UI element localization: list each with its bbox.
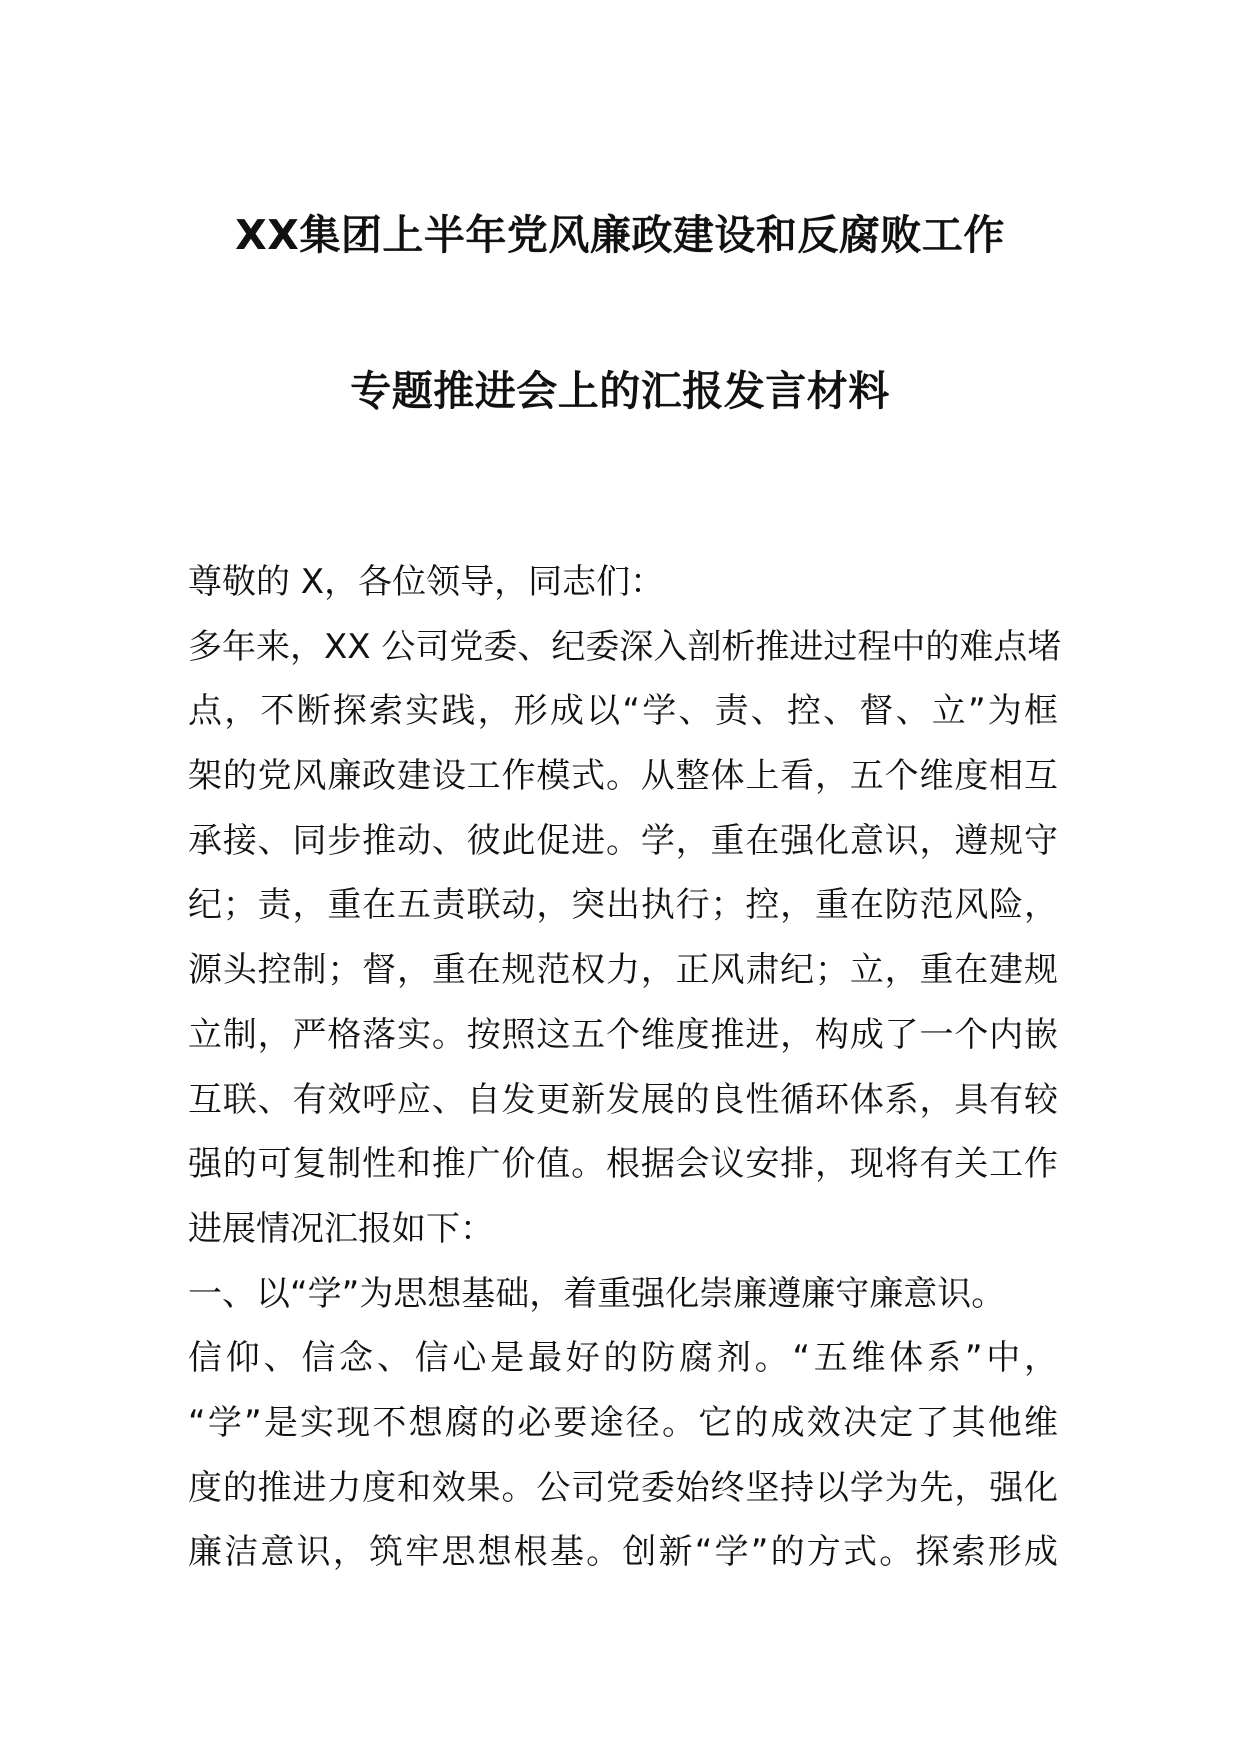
body-line: 点，不断探索实践，形成以“学、责、控、督、立”为框 bbox=[188, 691, 1058, 732]
body-line: 源头控制；督，重在规范权力，正风肃纪；立，重在建规 bbox=[188, 950, 1058, 991]
body-line: “学”是实现不想腐的必要途径。它的成效决定了其他维 bbox=[188, 1402, 1058, 1443]
body-line: 信仰、信念、信心是最好的防腐剂。“五维体系”中， bbox=[188, 1338, 1058, 1379]
body-line: 承接、同步推动、彼此促进。学，重在强化意识，遵规守 bbox=[188, 820, 1058, 861]
body-line: 纪；责，重在五责联动，突出执行；控，重在防范风险， bbox=[188, 885, 1058, 926]
body-line: 度的推进力度和效果。公司党委始终坚持以学为先，强化 bbox=[188, 1467, 1058, 1508]
body-line: 互联、有效呼应、自发更新发展的良性循环体系，具有较 bbox=[188, 1079, 1058, 1120]
document-body bbox=[188, 550, 1062, 1585]
body-line: 多年来，XX 公司党委、纪委深入剖析推进过程中的难点堵 bbox=[188, 626, 1062, 667]
body-line: 强的可复制性和推广价值。根据会议安排，现将有关工作 bbox=[188, 1144, 1058, 1185]
document-title-line-2: 专题推进会上的汇报发言材料 bbox=[350, 367, 890, 415]
document-title-line-1: XX集团上半年党风廉政建设和反腐败工作 bbox=[235, 211, 1005, 259]
body-line: 廉洁意识，筑牢思想根基。创新“学”的方式。探索形成 bbox=[188, 1532, 1058, 1573]
section-heading-1: 一、以“学”为思想基础，着重强化崇廉遵廉守廉意识。 bbox=[188, 1273, 1006, 1314]
body-line: 立制，严格落实。按照这五个维度推进，构成了一个内嵌 bbox=[188, 1014, 1058, 1055]
body-line: 进展情况汇报如下： bbox=[188, 1208, 494, 1249]
body-line: 架的党风廉政建设工作模式。从整体上看，五个维度相互 bbox=[188, 756, 1058, 797]
salutation-line: 尊敬的 X，各位领导，同志们： bbox=[188, 562, 665, 602]
